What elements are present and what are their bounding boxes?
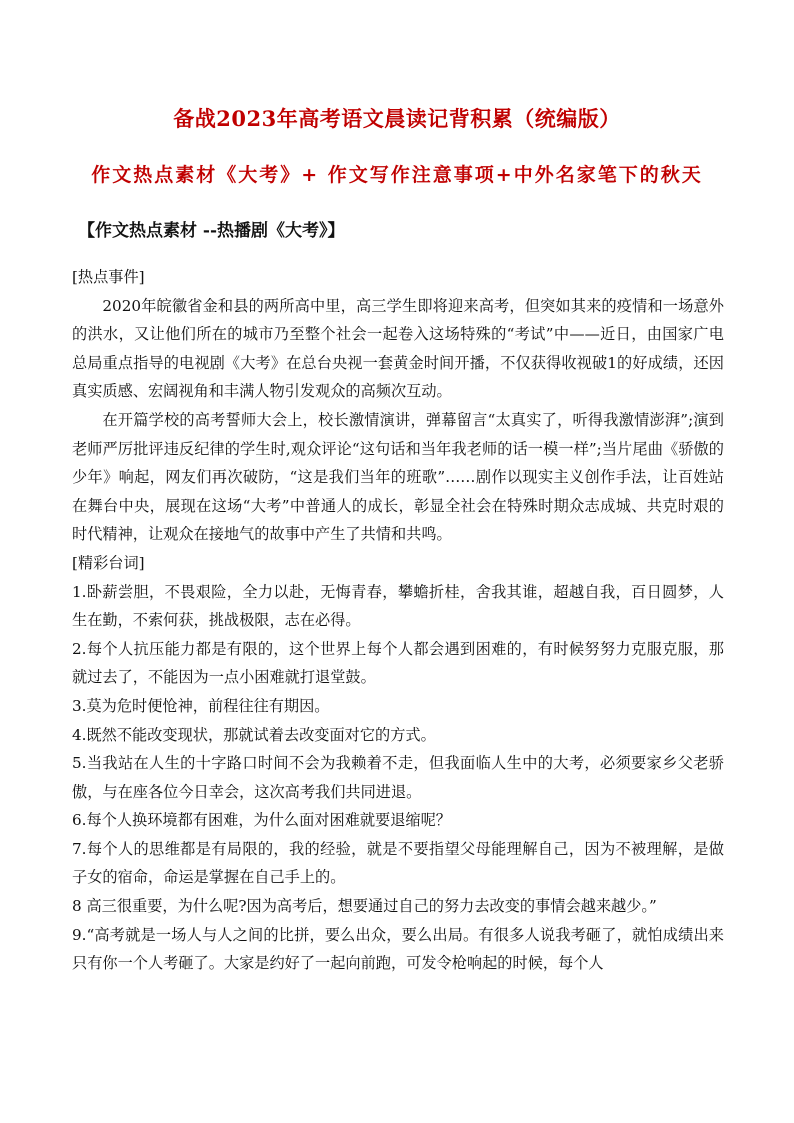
quote-item-1: 1.卧薪尝胆，不畏艰险，全力以赴，无悔青春，攀蟾折桂，舍我其谁，超越自我，百日圆梦，人生在勤，不索何获，挑战极限，志在必得。 [72,582,724,630]
quote-item-4: 4.既然不能改变现状，那就试着去改变面对它的方式。 [72,725,436,744]
hot-event-paragraph-1: 2020年皖徽省金和县的两所高中里，高三学生即将迎来高考，但突如其来的疫情和一场意外的洪水，又让他们所在的城市乃至整个社会一起卷入这场特殊的“考试”中——近日，由国家广电总局重点指导的电视剧《大考》在总台央视一套黄金时间开播，不仅获得收视破1的好成绩，还因真实质感、宏阔视角和丰满人物引发观众的高频次互动。 [72,296,724,401]
hot-event-paragraph-2: 在开篇学校的高考誓师大会上，校长激情演讲，弹幕留言“太真实了，听得我激情澎湃”;演到老师严厉批评违反纪律的学生时,观众评论“这句话和当年我老师的话一模一样”;当片尾曲《骄傲的少年》响起，网友们再次破防，“这是我们当年的班歌”……剧作以现实主义创作手法，让百姓站在舞台中央，展现在这场“大考”中普通人的成长，彰显全社会在特殊时期众志成城、共克时艰的时代精神，让观众在接地气的故事中产生了共情和共鸣。 [72,410,724,544]
quotes-list [72,578,724,978]
quote-item-8: 8 高三很重要，为什么呢?因为高考后，想要通过自己的努力去改变的事情会越来越少。” [72,897,657,916]
section-heading: 【作文热点素材 --热播剧《大考》】 [78,221,345,241]
hot-event-label: [热点事件] [72,268,145,286]
quote-item-9: 9.“高考就是一场人与人之间的比拼，要么出众，要么出局。有很多人说我考砸了，就怕成绩出来只有你一个人考砸了。大家是约好了一起向前跑，可发令枪响起的时候，每个人 [72,925,724,973]
quote-item-7: 7.每个人的思维都是有局限的，我的经验，就是不要指望父母能理解自己，因为不被理解，是做子女的宿命，命运是掌握在自己手上的。 [72,839,724,887]
quote-item-6: 6.每个人换环境都有困难，为什么面对困难就要退缩呢？ [72,811,451,830]
document-body [72,263,724,978]
quotes-label: [精彩台词] [72,553,145,572]
quote-item-3: 3.莫为危时便怆神，前程往往有期因。 [72,696,330,715]
document-subtitle: 作文热点素材《大考》+ 作文写作注意事项+中外名家笔下的秋天 [91,164,703,186]
quote-item-5: 5.当我站在人生的十字路口时间不会为我赖着不走，但我面临人生中的大考，必须要家乡父老骄傲，与在座各位今日幸会，这次高考我们共同进退。 [72,754,724,801]
document-title: 备战2023年高考语文晨读记背积累（统编版） [173,106,621,131]
quote-item-2: 2.每个人抗压能力都是有限的，这个世界上每个人都会遇到困难的，有时候努努力克服克服，那就过去了，不能因为一点小困难就打退堂鼓。 [72,639,724,687]
